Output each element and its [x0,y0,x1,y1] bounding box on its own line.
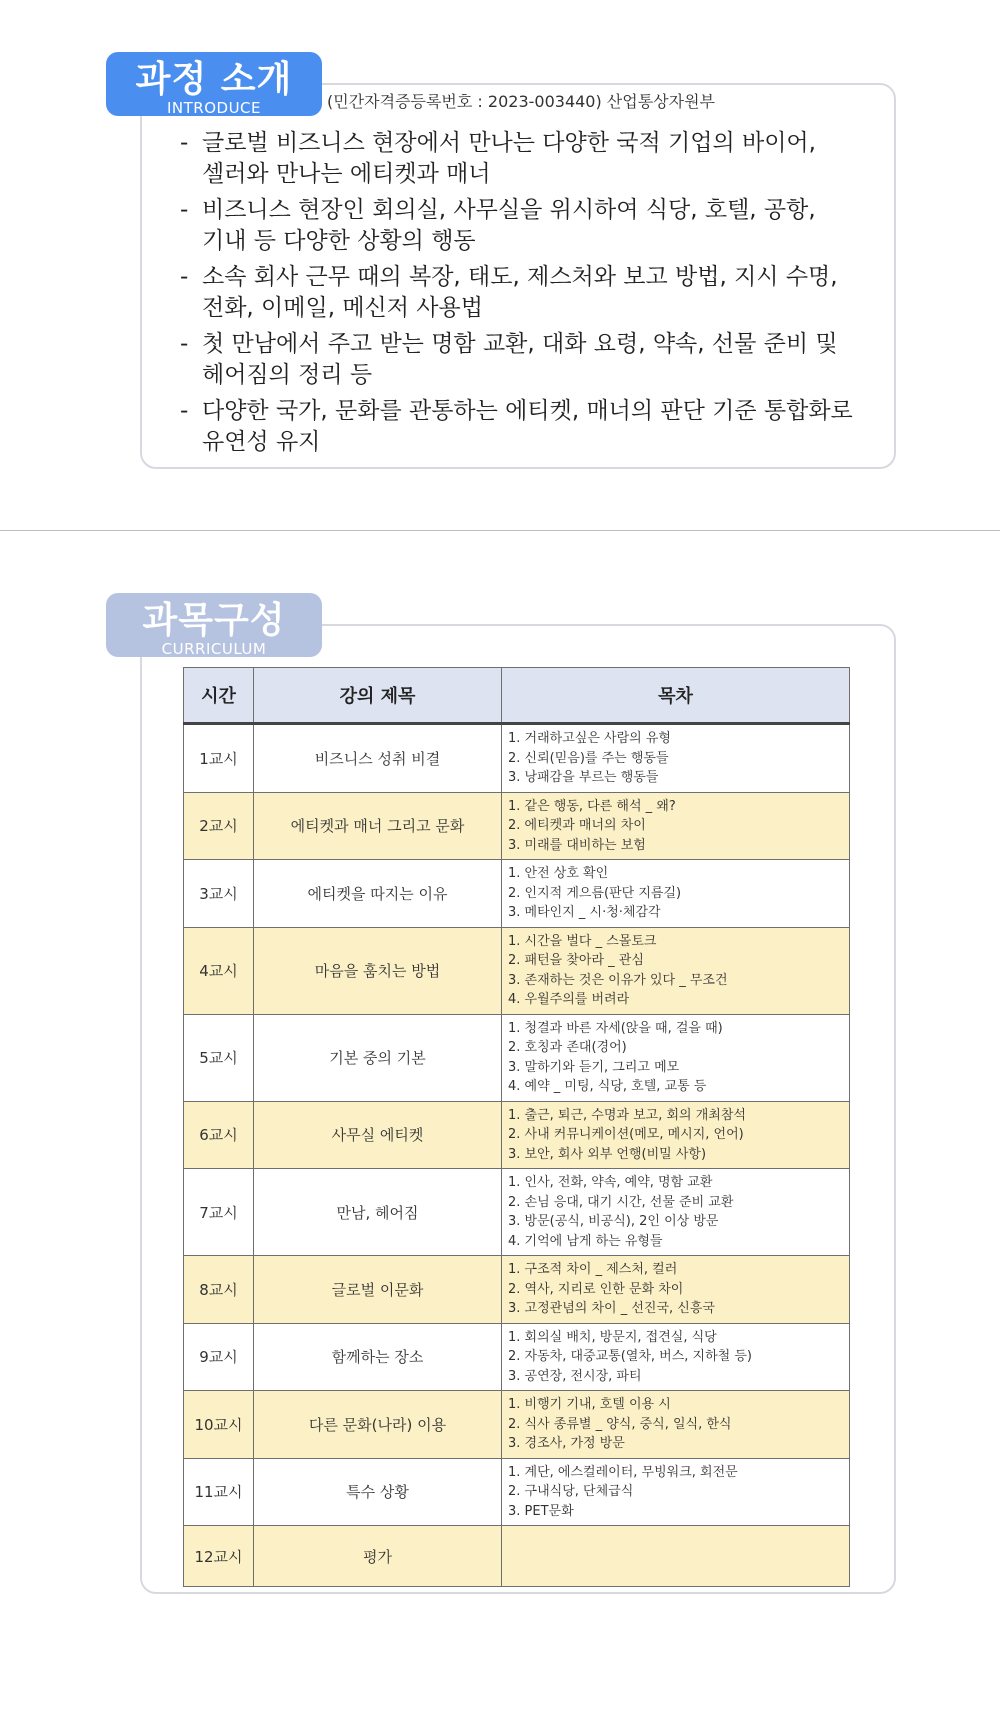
curriculum-tab-title: 과목구성 [142,600,286,641]
cell-title: 다른 문화(나라) 이용 [254,1391,502,1459]
curriculum-tab-subtitle: CURRICULUM [161,640,267,658]
contents-item: 2. 신뢰(믿음)를 주는 행동들 [508,750,669,766]
intro-item-line: 글로벌 비즈니스 현장에서 만나는 다양한 국적 기업의 바이어, [202,130,816,156]
cell-time: 1교시 [184,724,254,793]
table-row [184,1391,850,1459]
curriculum-table-body [184,724,850,1587]
contents-item: 3. PET문화 [508,1503,574,1519]
contents-item: 3. 경조사, 가정 방문 [508,1436,625,1451]
cell-time: 11교시 [184,1458,254,1526]
contents-item: 3. 메타인지 _ 시·청·체감각 [508,905,661,920]
bullet-dash: - [180,264,189,290]
contents-item: 1. 구조적 차이 _ 제스처, 컬러 [508,1262,678,1277]
curriculum-table [183,667,850,1587]
header-time: 시간 [184,668,254,724]
contents-item: 1. 계단, 에스컬레이터, 무빙워크, 회전문 [508,1464,738,1480]
contents-item: 1. 안전 상호 확인 [508,866,609,881]
intro-list-item [180,396,860,458]
cell-contents [502,1014,850,1101]
intro-item-line: 다양한 국가, 문화를 관통하는 에티켓, 매너의 판단 기준 통합화로 [202,398,853,424]
table-row [184,1169,850,1256]
contents-item: 3. 말하기와 듣기, 그리고 메모 [508,1059,680,1075]
header-contents: 목차 [502,668,850,724]
table-row [184,1101,850,1169]
contents-item: 1. 인사, 전화, 약속, 예약, 명함 교환 [508,1175,713,1190]
intro-list-item [180,329,860,391]
contents-item: 1. 같은 행동, 다른 해석 _ 왜? [508,798,676,814]
cell-time: 6교시 [184,1101,254,1169]
contents-item: 3. 보안, 회사 외부 언행(비밀 사항) [508,1146,707,1162]
cell-contents [502,724,850,793]
contents-item: 2. 구내식당, 단체급식 [508,1484,634,1499]
intro-list-item [180,262,860,324]
contents-item: 2. 인지적 게으름(판단 지름길) [508,885,682,901]
contents-item: 1. 시간을 벌다 _ 스몰토크 [508,933,657,949]
cell-title: 에티켓과 매너 그리고 문화 [254,792,502,860]
contents-item: 2. 식사 종류별 _ 양식, 중식, 일식, 한식 [508,1416,732,1432]
contents-item: 1. 청결과 바른 자세(앉을 때, 걸을 때) [508,1020,723,1036]
cell-contents [502,927,850,1014]
cell-title: 사무실 에티켓 [254,1101,502,1169]
cell-time: 2교시 [184,792,254,860]
contents-item: 3. 존재하는 것은 이유가 있다 _ 무조건 [508,972,728,988]
cell-contents [502,792,850,860]
table-header-row [184,668,850,724]
contents-item: 4. 우월주의를 버려라 [508,992,630,1007]
cell-title: 기본 중의 기본 [254,1014,502,1101]
intro-item-line: 헤어짐의 정리 등 [202,362,373,388]
cell-title: 평가 [254,1526,502,1587]
contents-item: 1. 비행기 기내, 호텔 이용 시 [508,1397,671,1412]
table-row [184,1458,850,1526]
registration-note: (민간자격증등록번호 : 2023-003440) 산업통상자원부 [327,92,715,111]
intro-item-line: 기내 등 다양한 상황의 행동 [202,228,476,254]
cell-title: 에티켓을 따지는 이유 [254,860,502,928]
cell-contents [502,1169,850,1256]
cell-title: 비즈니스 성취 비결 [254,724,502,793]
intro-list-item [180,128,860,190]
bullet-dash: - [180,398,189,424]
header-title: 강의 제목 [254,668,502,724]
cell-time: 3교시 [184,860,254,928]
intro-item-line: 전화, 이메일, 메신저 사용법 [202,295,483,321]
intro-tab-badge [106,52,322,116]
table-row [184,1526,850,1587]
contents-item: 4. 기억에 남게 하는 유형들 [508,1233,663,1249]
cell-title: 함께하는 장소 [254,1323,502,1391]
cell-time: 10교시 [184,1391,254,1459]
table-row [184,927,850,1014]
cell-time: 12교시 [184,1526,254,1587]
section-divider [0,530,1000,531]
intro-item-line: 소속 회사 근무 때의 복장, 태도, 제스처와 보고 방법, 지시 수명, [202,264,838,290]
contents-item: 3. 방문(공식, 비공식), 2인 이상 방문 [508,1214,719,1229]
contents-item: 2. 패턴을 찾아라 _ 관심 [508,953,644,968]
cell-contents [502,1256,850,1324]
intro-list [180,128,860,463]
table-row [184,860,850,928]
intro-list-item [180,195,860,257]
table-row [184,724,850,793]
cell-time: 5교시 [184,1014,254,1101]
cell-time: 4교시 [184,927,254,1014]
contents-item: 4. 예약 _ 미팅, 식당, 호텔, 교통 등 [508,1079,707,1094]
bullet-dash: - [180,130,189,156]
contents-item: 1. 출근, 퇴근, 수명과 보고, 회의 개최참석 [508,1107,746,1123]
contents-item: 3. 미래를 대비하는 보험 [508,837,646,853]
table-row [184,1014,850,1101]
contents-item: 2. 에티켓과 매너의 차이 [508,818,646,833]
intro-tab-subtitle: INTRODUCE [166,99,262,117]
cell-time: 8교시 [184,1256,254,1324]
contents-item: 1. 거래하고싶은 사람의 유형 [508,731,671,746]
intro-item-line: 첫 만남에서 주고 받는 명함 교환, 대화 요령, 약속, 선물 준비 및 [202,331,838,357]
intro-item-line: 유연성 유지 [202,429,321,455]
cell-contents [502,1101,850,1169]
cell-title: 마음을 훔치는 방법 [254,927,502,1014]
cell-title: 글로벌 이문화 [254,1256,502,1324]
contents-item: 2. 자동차, 대중교통(열차, 버스, 지하철 등) [508,1349,752,1364]
contents-item: 3. 낭패감을 부르는 행동들 [508,770,659,785]
cell-contents [502,1323,850,1391]
intro-item-line: 비즈니스 현장인 회의실, 사무실을 위시하여 식당, 호텔, 공항, [202,197,816,223]
curriculum-tab-badge [106,593,322,657]
cell-contents [502,1526,850,1587]
contents-item: 2. 호칭과 존대(경어) [508,1040,627,1055]
table-row [184,1256,850,1324]
cell-contents [502,860,850,928]
cell-time: 7교시 [184,1169,254,1256]
cell-contents [502,1391,850,1459]
contents-item: 3. 고정관념의 차이 _ 선진국, 신흥국 [508,1301,715,1316]
cell-title: 만남, 헤어짐 [254,1169,502,1256]
contents-item: 2. 손님 응대, 대기 시간, 선물 준비 교환 [508,1194,734,1210]
bullet-dash: - [180,197,189,223]
cell-contents [502,1458,850,1526]
bullet-dash: - [180,331,189,357]
contents-item: 2. 사내 커뮤니케이션(메모, 메시지, 언어) [508,1127,744,1142]
table-row [184,1323,850,1391]
intro-tab-title: 과정 소개 [135,59,293,100]
contents-item: 3. 공연장, 전시장, 파티 [508,1368,642,1384]
cell-time: 9교시 [184,1323,254,1391]
intro-item-line: 셀러와 만나는 에티켓과 매너 [202,161,491,187]
contents-item: 2. 역사, 지리로 인한 문화 차이 [508,1281,684,1297]
cell-title: 특수 상황 [254,1458,502,1526]
contents-item: 1. 회의실 배치, 방문지, 접견실, 식당 [508,1329,717,1345]
table-row [184,792,850,860]
